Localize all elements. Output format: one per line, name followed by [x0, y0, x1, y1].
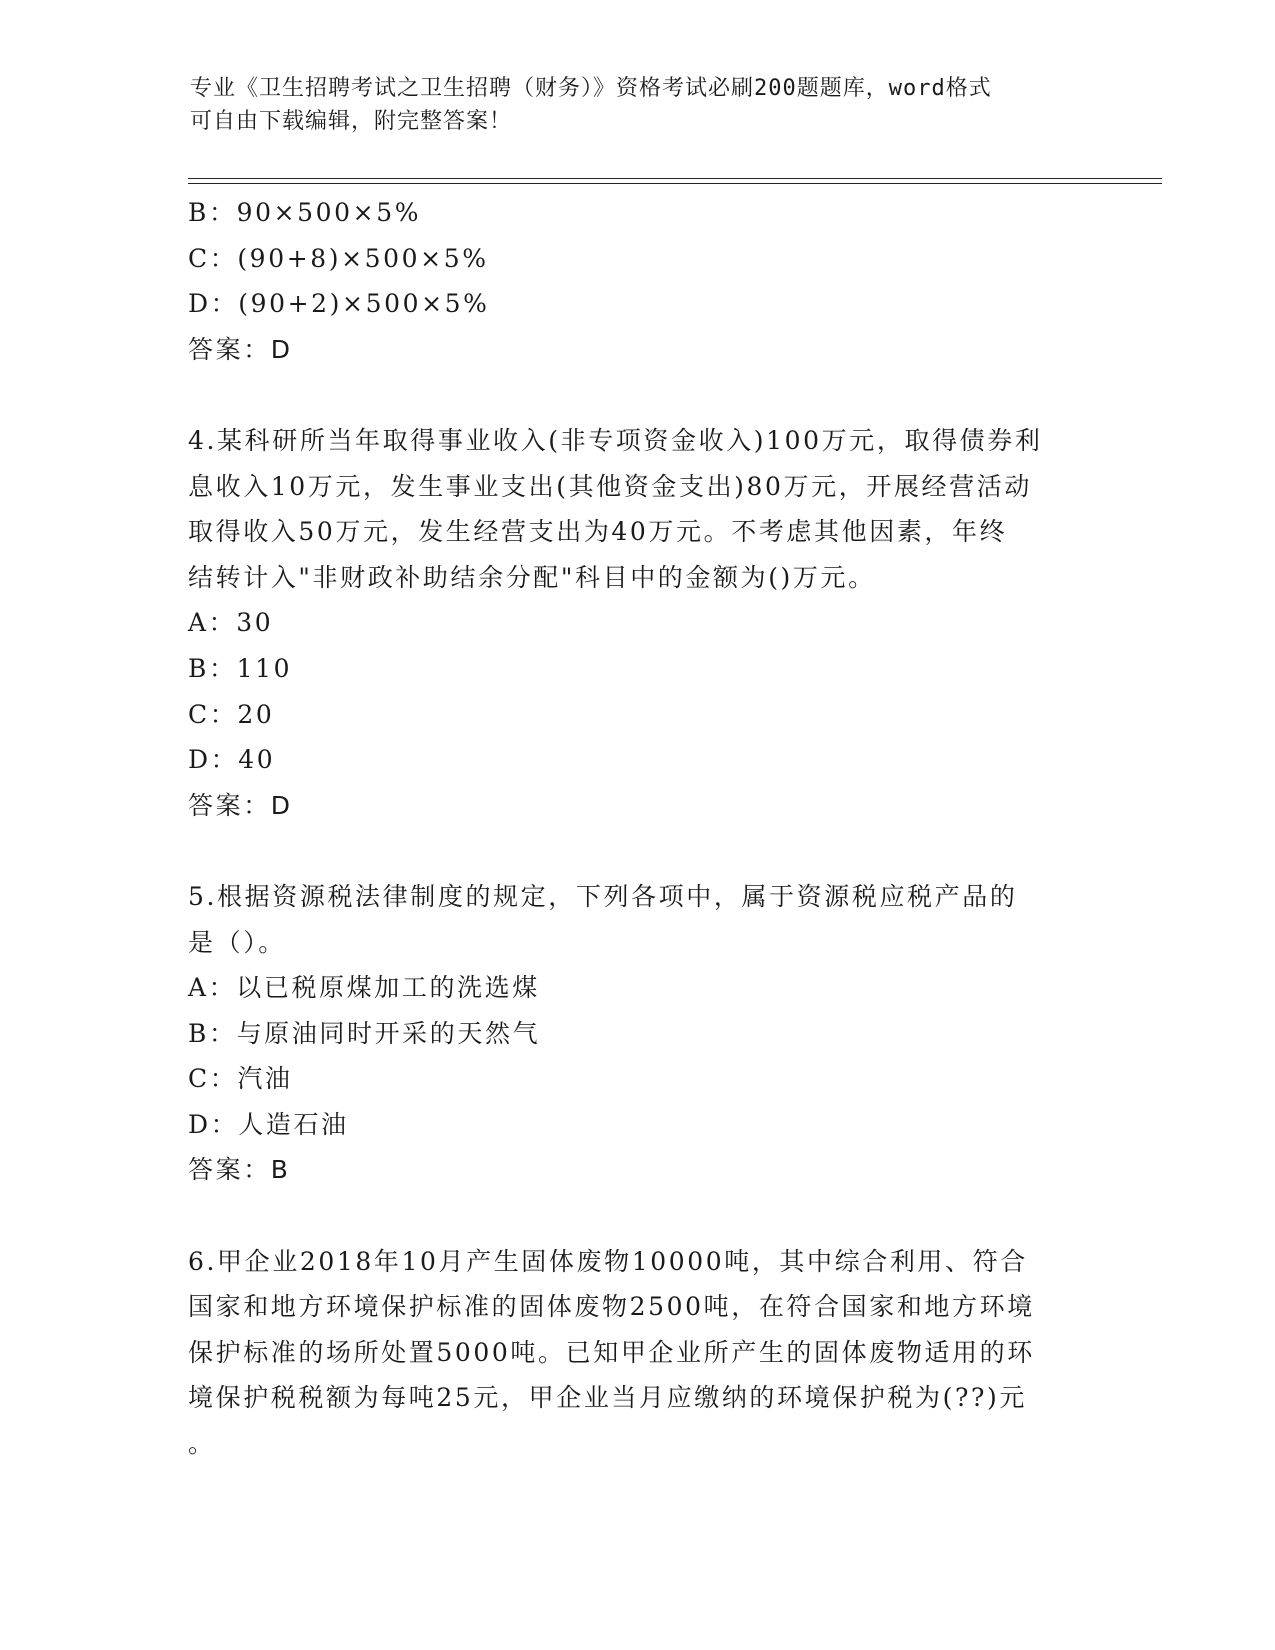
option-a: A：以已税原煤加工的洗选煤: [188, 973, 540, 1003]
answer-line: 答案：B: [188, 1155, 291, 1185]
question-stem-line: 5.根据资源税法律制度的规定，下列各项中，属于资源税应税产品的: [188, 881, 1018, 911]
option-c: C：(90+8)×500×5%: [188, 243, 489, 273]
option-b: B：90×500×5%: [188, 198, 422, 227]
question-stem-line: 结转计入"非财政补助结余分配"科目中的金额为()万元。: [188, 562, 876, 592]
spacer: [188, 372, 1088, 418]
question-5: [188, 874, 1088, 1193]
header-title-line-2: 可自由下载编辑，附完整答案！: [190, 109, 513, 134]
question-content: [188, 190, 1088, 1467]
header-divider-bottom: [188, 183, 1162, 184]
spacer: [188, 1193, 1088, 1239]
question-stem-line: 。: [188, 1429, 216, 1459]
question-3-tail: [188, 190, 1088, 372]
header-divider-top: [188, 178, 1162, 179]
option-d: D：人造石油: [188, 1109, 349, 1139]
option-b: B：110: [188, 653, 293, 683]
option-d: D：40: [188, 745, 276, 775]
header-title-line-1: 专业《卫生招聘考试之卫生招聘（财务）》资格考试必刷200题题库，word格式: [190, 76, 992, 101]
option-c: C：汽油: [188, 1064, 293, 1094]
answer-line: 答案：D: [188, 790, 293, 820]
question-stem-line: 息收入10万元，发生事业支出(其他资金支出)80万元，开展经营活动: [188, 471, 1032, 501]
question-stem-line: 是（）。: [188, 927, 286, 957]
spacer: [188, 828, 1088, 874]
option-b: B：与原油同时开采的天然气: [188, 1018, 541, 1048]
question-stem-line: 6.甲企业2018年10月产生固体废物10000吨，其中综合利用、符合: [188, 1246, 1028, 1276]
question-stem-line: 保护标准的场所处置5000吨。已知甲企业所产生的固体废物适用的环: [188, 1337, 1035, 1367]
question-6: [188, 1239, 1088, 1467]
question-stem-line: 国家和地方环境保护标准的固体废物2500吨，在符合国家和地方环境: [188, 1292, 1035, 1322]
question-stem-line: 取得收入50万元，发生经营支出为40万元。不考虑其他因素，年终: [188, 517, 1008, 547]
option-d: D：(90+2)×500×5%: [188, 289, 490, 319]
page-header: [190, 72, 1090, 138]
option-a: A：30: [188, 608, 274, 638]
question-stem-line: 境保护税税额为每吨25元，甲企业当月应缴纳的环境保护税为(??)元: [188, 1383, 1027, 1413]
question-stem-line: 4.某科研所当年取得事业收入(非专项资金收入)100万元，取得债券利: [188, 425, 1043, 455]
option-c: C：20: [188, 699, 275, 729]
question-4: [188, 418, 1088, 828]
answer-line: 答案：D: [188, 334, 293, 364]
